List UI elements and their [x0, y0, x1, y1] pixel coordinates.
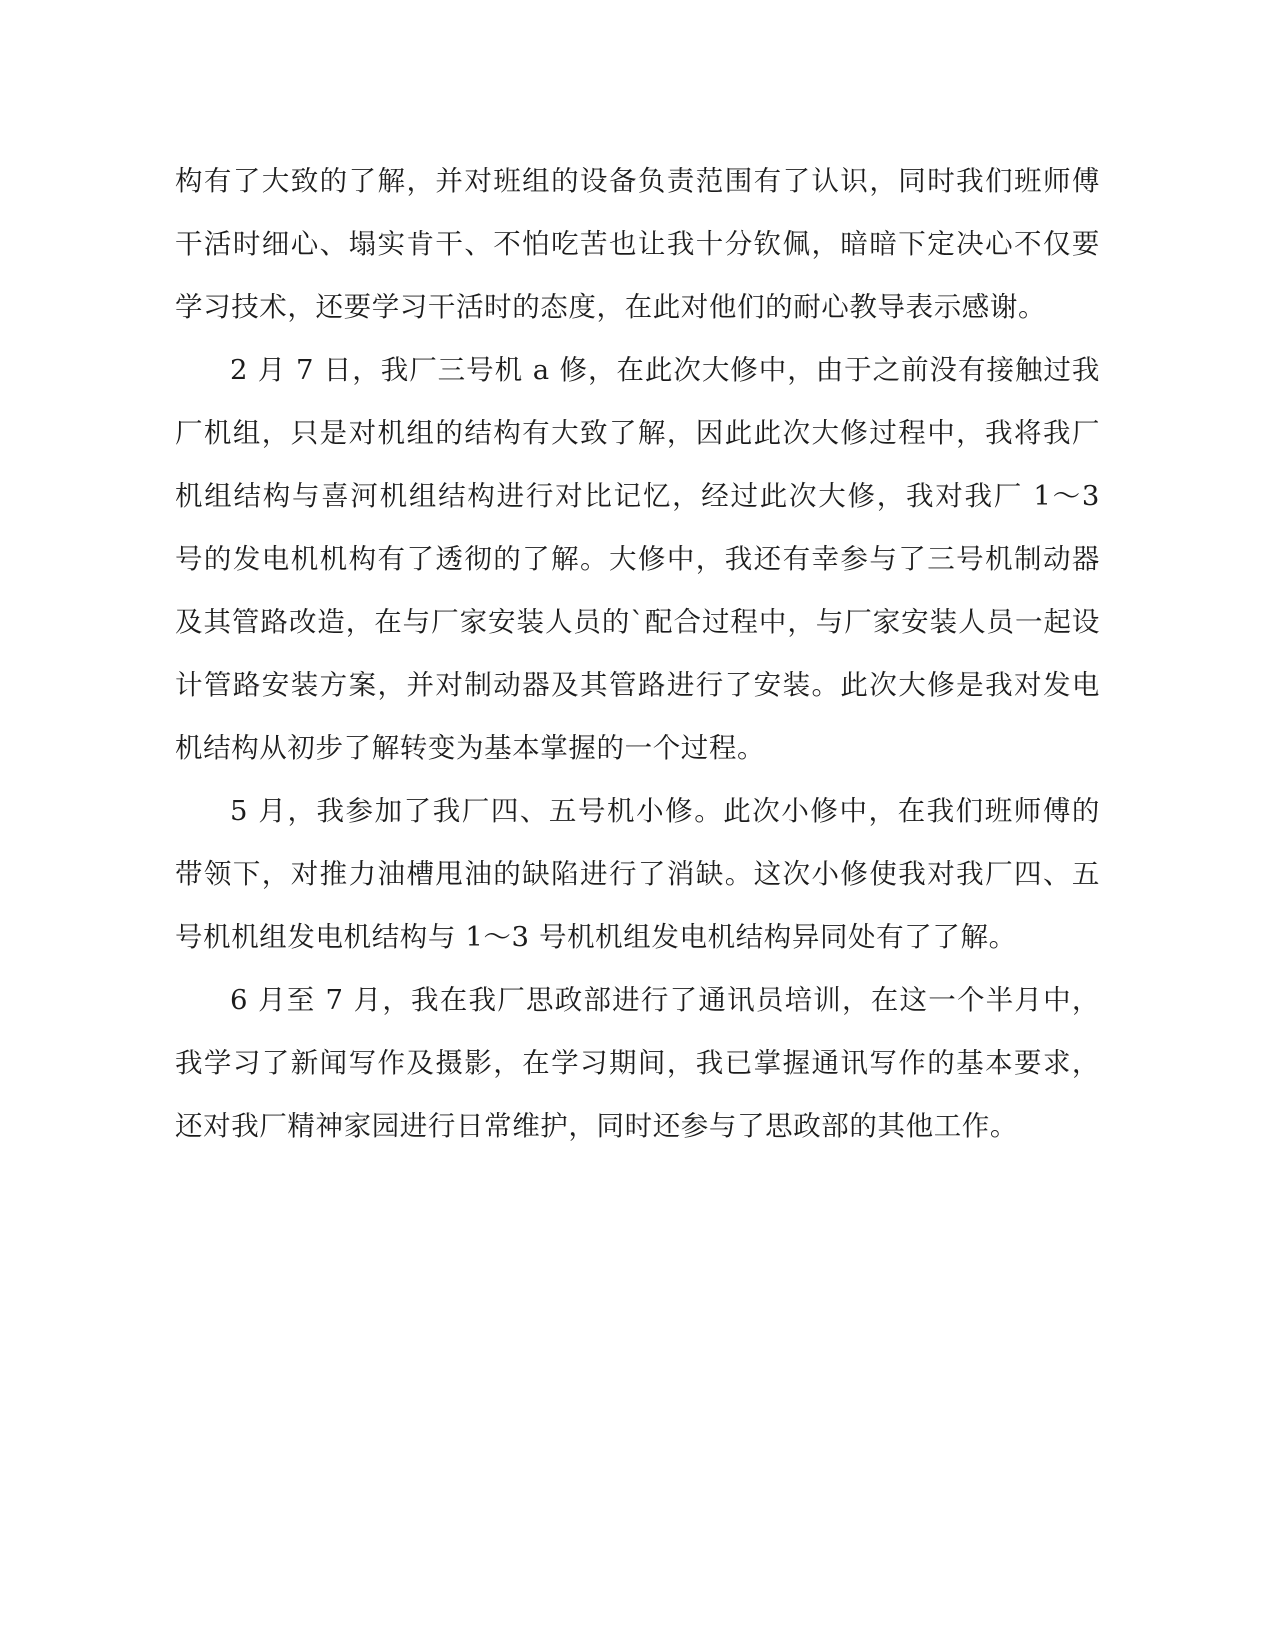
paragraph: 6 月至 7 月，我在我厂思政部进行了通讯员培训，在这一个半月中，我学习了新闻写作及摄影，在学习期间，我已掌握通讯写作的基本要求，还对我厂精神家园进行日常维护，同时还参与了思政部的其他工作。: [175, 984, 1100, 1142]
document-body: [175, 150, 1100, 1158]
paragraph: 5 月，我参加了我厂四、五号机小修。此次小修中，在我们班师傅的带领下，对推力油槽甩油的缺陷进行了消缺。这次小修使我对我厂四、五号机机组发电机结构与 1～3 号机机组发电机结构异同处有了了解。: [175, 795, 1100, 953]
paragraph: 2 月 7 日，我厂三号机 a 修，在此次大修中，由于之前没有接触过我厂机组，只是对机组的结构有大致了解，因此此次大修过程中，我将我厂机组结构与喜河机组结构进行对比记忆，经过此次大修，我对我厂 1～3 号的发电机机构有了透彻的了解。大修中，我还有幸参与了三号机制动器及其管路改造，在与厂家安装人员的`配合过程中，与厂家安装人员一起设计管路安装方案，并对制动器及其管路进行了安装。此次大修是我对发电机结构从初步了解转变为基本掌握的一个过程。: [175, 354, 1100, 764]
paragraph: 构有了大致的了解，并对班组的设备负责范围有了认识，同时我们班师傅干活时细心、塌实肯干、不怕吃苦也让我十分钦佩，暗暗下定决心不仅要学习技术，还要学习干活时的态度，在此对他们的耐心教导表示感谢。: [175, 165, 1100, 323]
